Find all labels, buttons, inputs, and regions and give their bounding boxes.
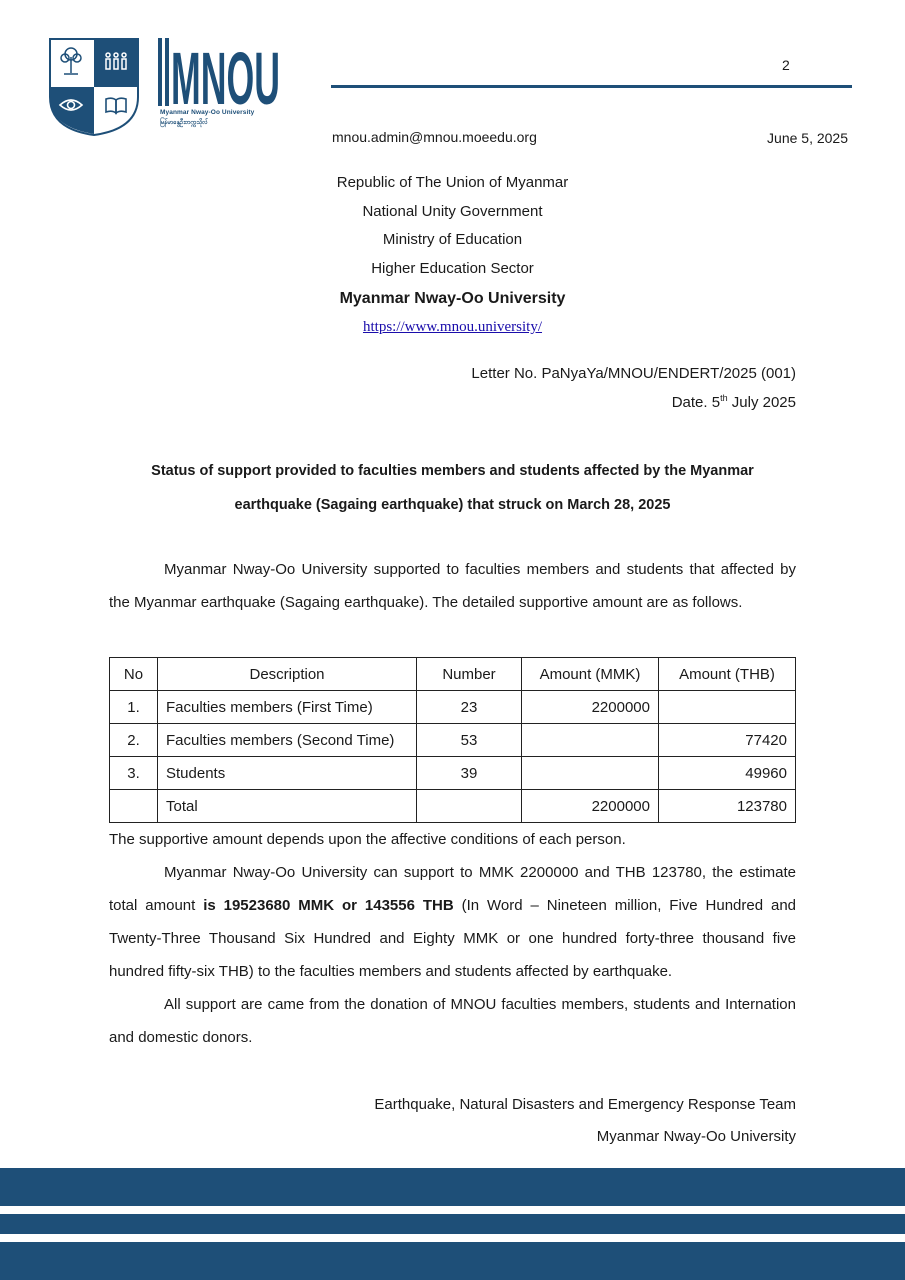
letter-date-sup: th	[720, 393, 728, 403]
logo-subtitle-myanmar: မြန်မာနွေဦးတက္ကသိုလ်	[160, 120, 208, 126]
cell-amount-mmk	[522, 724, 659, 757]
cell-amount-mmk	[522, 757, 659, 790]
document-title	[120, 454, 785, 522]
org-line-ministry: Ministry of Education	[382, 231, 523, 248]
cell-number: 53	[417, 724, 522, 757]
note-paragraph: The supportive amount depends upon the affective conditions of each person.	[109, 831, 626, 848]
university-name: Myanmar Nway-Oo University	[339, 290, 566, 307]
page-number: 2	[782, 57, 790, 73]
table-row	[110, 691, 796, 724]
org-line-republic: Republic of The Union of Myanmar	[336, 174, 569, 191]
letter-date	[672, 393, 796, 411]
org-line-sector: Higher Education Sector	[371, 260, 534, 277]
letter-date-suffix: July 2025	[727, 394, 796, 411]
footer-band-bottom	[0, 1242, 905, 1280]
summary-total-bold: is 19523680 MMK or 143556 THB	[203, 897, 454, 914]
contact-email[interactable]: mnou.admin@mnou.moeedu.org	[332, 129, 537, 145]
table-total-row	[110, 790, 796, 823]
table-header-row	[110, 658, 796, 691]
cell-amount-thb: 49960	[659, 757, 796, 790]
total-number	[417, 790, 522, 823]
total-amount-mmk: 2200000	[522, 790, 659, 823]
table-row	[110, 757, 796, 790]
header-description: Description	[158, 658, 417, 691]
header-no: No	[110, 658, 158, 691]
signature-university: Myanmar Nway-Oo University	[596, 1128, 796, 1145]
signature-team: Earthquake, Natural Disasters and Emergency Response Team	[374, 1096, 796, 1113]
letter-number: Letter No. PaNyaYa/MNOU/ENDERT/2025 (001)	[471, 365, 796, 382]
header-date: June 5, 2025	[767, 130, 848, 146]
summary-paragraph	[109, 856, 796, 988]
org-line-government: National Unity Government	[362, 203, 543, 220]
logo-subtitle-english: Myanmar Nway-Oo University	[160, 109, 255, 116]
cell-description: Faculties members (First Time)	[158, 691, 417, 724]
header-number: Number	[417, 658, 522, 691]
cell-amount-thb: 77420	[659, 724, 796, 757]
summary-part2: (In Word – Nineteen million, Five Hundred and Twenty-Three Thousand Six Hundred and Eighty MMK or one hundred forty-three thousand five hundred fifty-six THB) to the faculties members and students affected by earthquake.	[109, 897, 796, 980]
cell-description: Students	[158, 757, 417, 790]
total-label: Total	[158, 790, 417, 823]
header-rule	[331, 85, 852, 88]
table-row	[110, 724, 796, 757]
letter-date-prefix: Date. 5	[671, 394, 721, 411]
intro-paragraph: Myanmar Nway-Oo University supported to faculties members and students that affected by the Myanmar earthquake (Sagaing earthquake). The detailed supportive amount are as follows.	[109, 561, 796, 611]
footer-band-top	[0, 1168, 905, 1206]
header-amount-thb: Amount (THB)	[659, 658, 796, 691]
cell-number: 23	[417, 691, 522, 724]
cell-no: 1.	[110, 691, 158, 724]
document-title-line2: earthquake (Sagaing earthquake) that struck on March 28, 2025	[234, 497, 671, 513]
document-title-line1: Status of support provided to faculties members and students affected by the Myanmar	[151, 463, 754, 479]
support-table	[109, 657, 796, 823]
cell-no: 2.	[110, 724, 158, 757]
total-amount-thb: 123780	[659, 790, 796, 823]
cell-amount-thb	[659, 691, 796, 724]
header-amount-mmk: Amount (MMK)	[522, 658, 659, 691]
university-url-link[interactable]: https://www.mnou.university/	[362, 319, 543, 335]
cell-amount-mmk: 2200000	[522, 691, 659, 724]
university-url-wrap	[0, 318, 905, 336]
donation-paragraph: All support are came from the donation of MNOU faculties members, students and Internation and domestic donors.	[109, 996, 796, 1046]
cell-description: Faculties members (Second Time)	[158, 724, 417, 757]
mnou-wordmark-logo	[158, 36, 280, 108]
summary-part1: Myanmar Nway-Oo University can support to MMK 2200000 and THB 123780, the estimate total amount	[109, 864, 796, 914]
cell-no: 3.	[110, 757, 158, 790]
wordmark-text: MNOU	[171, 37, 280, 108]
university-shield-logo	[48, 37, 140, 137]
total-no	[110, 790, 158, 823]
footer-band-middle	[0, 1214, 905, 1234]
cell-number: 39	[417, 757, 522, 790]
